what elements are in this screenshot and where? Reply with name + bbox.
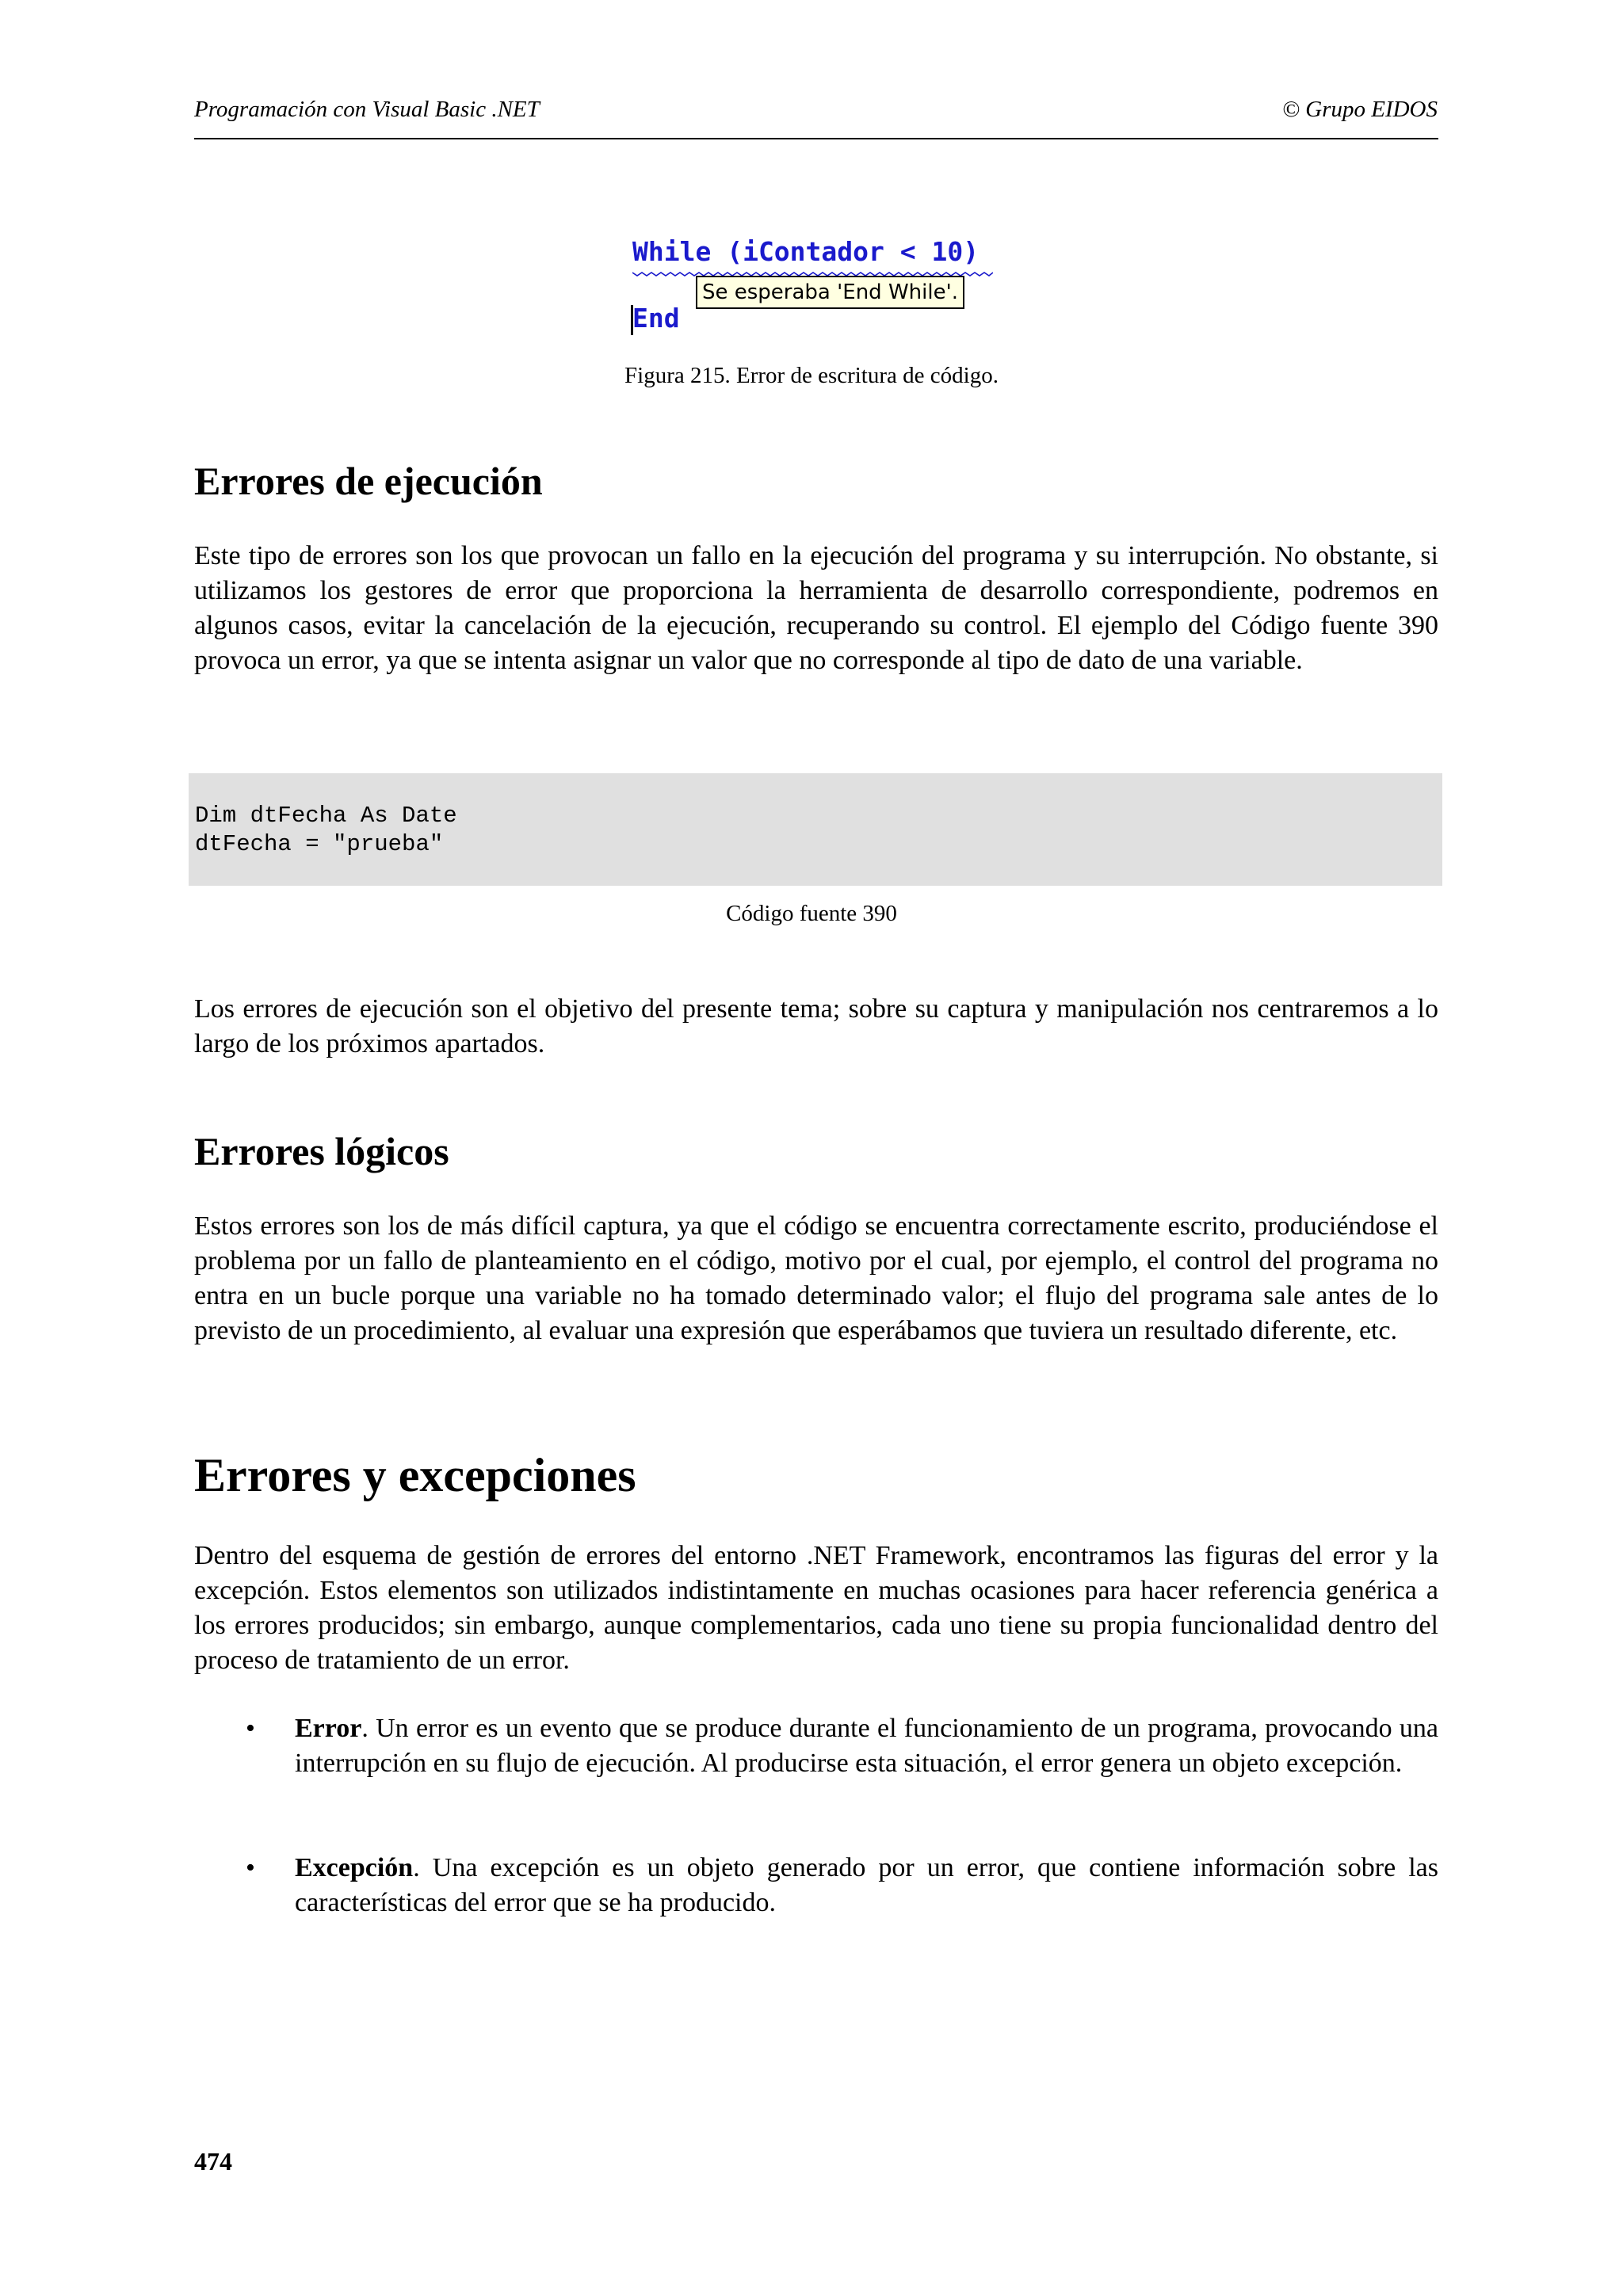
code-line-while: While (iContador < 10) [632, 236, 980, 267]
list-item-exception [246, 1851, 1438, 1920]
code-editor-screenshot [618, 230, 999, 341]
bullet-term: Error [295, 1714, 362, 1743]
section-heading-logic: Errores lógicos [194, 1129, 449, 1173]
paragraph-exceptions: Dentro del esquema de gestión de errores del entorno .NET Framework, encontramos las figuras del error y la excepción. Estos elementos son utilizados indistintamente en muchas ocasiones para hacer referencia genérica a los errores producidos; sin embargo, aunque complementarios, cada uno tiene su propia funcionalidad dentro del proceso de tratamiento de un error. [194, 1541, 1438, 1675]
paragraph-runtime-2: Los errores de ejecución son el objetivo del presente tema; sobre su captura y manipulación nos centraremos a lo largo de los próximos apartados. [194, 994, 1438, 1058]
code-listing: Dim dtFecha As Date dtFecha = "prueba" [195, 803, 457, 857]
code-caption: Código fuente 390 [726, 901, 897, 926]
code-block [189, 773, 1442, 886]
page-number: 474 [194, 2147, 232, 2176]
section-heading-exceptions: Errores y excepciones [194, 1449, 636, 1501]
bullet-icon: • [246, 1714, 255, 1743]
bullet-text: . Una excepción es un objeto generado por un error, que contiene información sobre las características del error que se ha producido. [295, 1853, 1438, 1917]
code-line-end: End [632, 303, 680, 334]
running-header-publisher: © Grupo EIDOS [1281, 97, 1438, 122]
list-item-error [246, 1711, 1438, 1816]
section-heading-runtime: Errores de ejecución [194, 459, 543, 503]
bullet-icon: • [246, 1853, 255, 1882]
bullet-term: Excepción [295, 1853, 414, 1882]
bullet-text: . Un error es un evento que se produce durante el funcionamiento de un programa, provocando una interrupción en su flujo de ejecución. Al producirse esta situación, el error genera un objeto excepción. [295, 1714, 1438, 1778]
paragraph-logic: Estos errores son los de más difícil captura, ya que el código se encuentra correctamente escrito, produciéndose el problema por un fallo de planteamiento en el código, motivo por el cual, por ejemplo, el control del programa no entra en un bucle porque una variable no ha tomado determinado valor; el flujo del programa sale antes de lo previsto de un procedimiento, al evaluar una expresión que esperábamos que tuviera un resultado diferente, etc. [194, 1211, 1438, 1345]
figure-caption: Figura 215. Error de escritura de código. [624, 363, 999, 388]
header-divider [194, 138, 1438, 139]
running-header-title: Programación con Visual Basic .NET [194, 97, 540, 122]
paragraph-runtime: Este tipo de errores son los que provocan un fallo en la ejecución del programa y su interrupción. No obstante, si utilizamos los gestores de error que proporciona la herramienta de desarrollo correspondiente, podremos en algunos casos, evitar la cancelación de la ejecución, recuperando su control. El ejemplo del Código fuente 390 provoca un error, ya que se intenta asignar un valor que no corresponde al tipo de dato de una variable. [194, 541, 1438, 675]
error-tooltip: Se esperaba 'End While'. [696, 276, 964, 309]
